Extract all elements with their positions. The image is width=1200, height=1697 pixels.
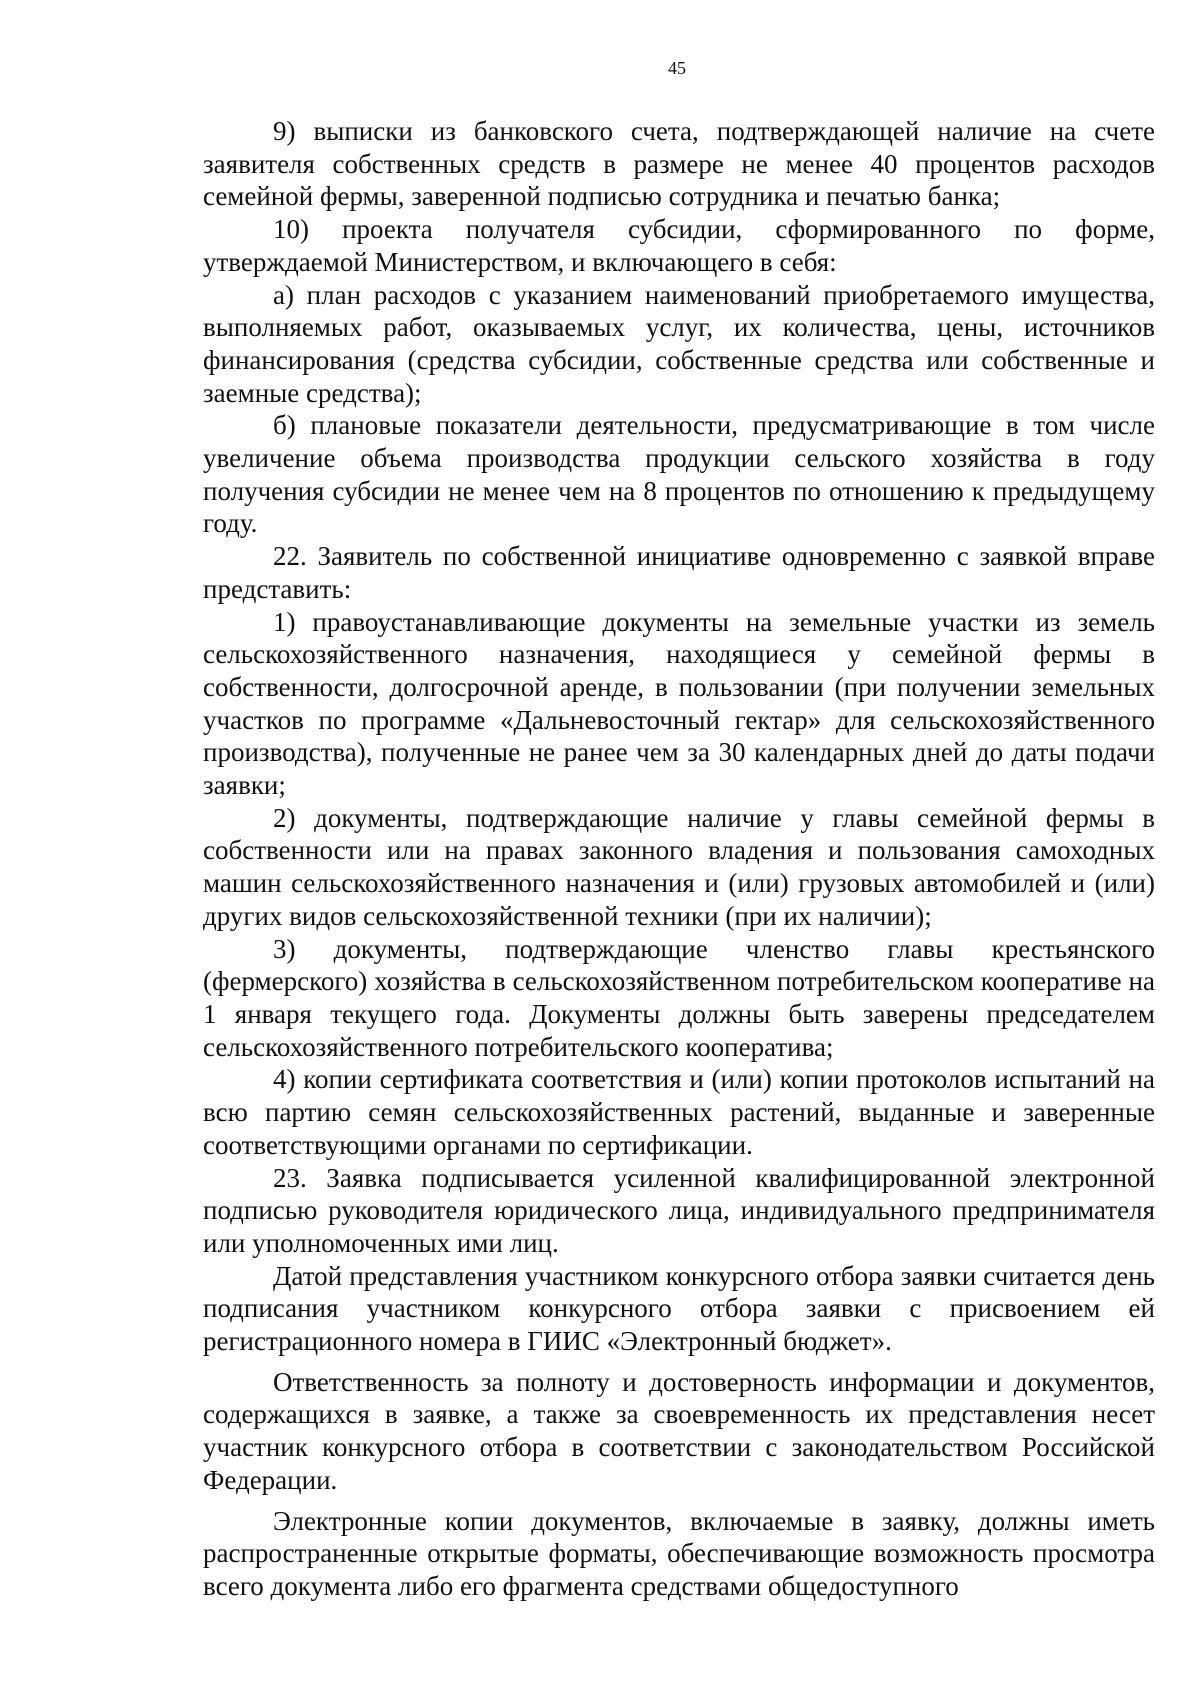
paragraph-subitem-b: б) плановые показатели деятельности, предусматривающие в том числе увеличение объема производства продукции сельского хозяйства в году получения субсидии не менее чем на 8 процентов по отношению к предыдущему году. bbox=[203, 410, 1155, 539]
paragraph-clause-22-item-3: 3) документы, подтверждающие членство главы крестьянского (фермерского) хозяйства в сельскохозяйственном потребительском кооперативе на 1 января текущего года. Документы должны быть заверены председателем сельскохозяйственного потребительского кооператива; bbox=[203, 933, 1155, 1062]
paragraph-responsibility: Ответственность за полноту и достоверность информации и документов, содержащихся в заявке, а также за своевременность их представления несет участник конкурсного отбора в соответствии с законодательством Российской Федерации. bbox=[203, 1366, 1155, 1495]
page-number: 45 bbox=[668, 58, 686, 78]
document-body bbox=[203, 115, 1155, 1603]
paragraph-submission-date: Датой представления участником конкурсного отбора заявки считается день подписания участником конкурсного отбора заявки с присвоением ей регистрационного номера в ГИИС «Электронный бюджет». bbox=[203, 1260, 1155, 1357]
paragraph-clause-22-item-1: 1) правоустанавливающие документы на земельные участки из земель сельскохозяйственного назначения, находящиеся у семейной фермы в собственности, долгосрочной аренде, в пользовании (при получении земельных участков по программе «Дальневосточный гектар» для сельскохозяйственного производства), полученные не ранее чем за 30 календарных дней до даты подачи заявки; bbox=[203, 606, 1155, 801]
paragraph-electronic-copies: Электронные копии документов, включаемые в заявку, должны иметь распространенные открытые форматы, обеспечивающие возможность просмотра всего документа либо его фрагмента средствами общедоступного bbox=[203, 1505, 1155, 1601]
paragraph-clause-22: 22. Заявитель по собственной инициативе одновременно с заявкой вправе представить: bbox=[203, 541, 1155, 604]
paragraph-item-9: 9) выписки из банковского счета, подтверждающей наличие на счете заявителя собственных средств в размере не менее 40 процентов расходов семейной фермы, заверенной подписью сотрудника и печатью банка; bbox=[203, 116, 1155, 212]
paragraph-clause-22-item-2: 2) документы, подтверждающие наличие у главы семейной фермы в собственности или на правах законного владения и пользования самоходных машин сельскохозяйственного назначения и (или) грузовых автомобилей и (или) других видов сельскохозяйственной техники (при их наличии); bbox=[203, 802, 1155, 931]
paragraph-clause-23: 23. Заявка подписывается усиленной квалифицированной электронной подписью руководителя юридического лица, индивидуального предпринимателя или уполномоченных ими лиц. bbox=[203, 1162, 1155, 1258]
paragraph-item-10: 10) проекта получателя субсидии, сформированного по форме, утверждаемой Министерством, и включающего в себя: bbox=[203, 214, 1155, 277]
paragraph-subitem-a: а) план расходов с указанием наименований приобретаемого имущества, выполняемых работ, оказываемых услуг, их количества, цены, источников финансирования (средства субсидии, собственные средства или собственные и заемные средства); bbox=[203, 279, 1155, 408]
paragraph-clause-22-item-4: 4) копии сертификата соответствия и (или) копии протоколов испытаний на всю партию семян сельскохозяйственных растений, выданные и заверенные соответствующими органами по сертификации. bbox=[203, 1064, 1155, 1160]
